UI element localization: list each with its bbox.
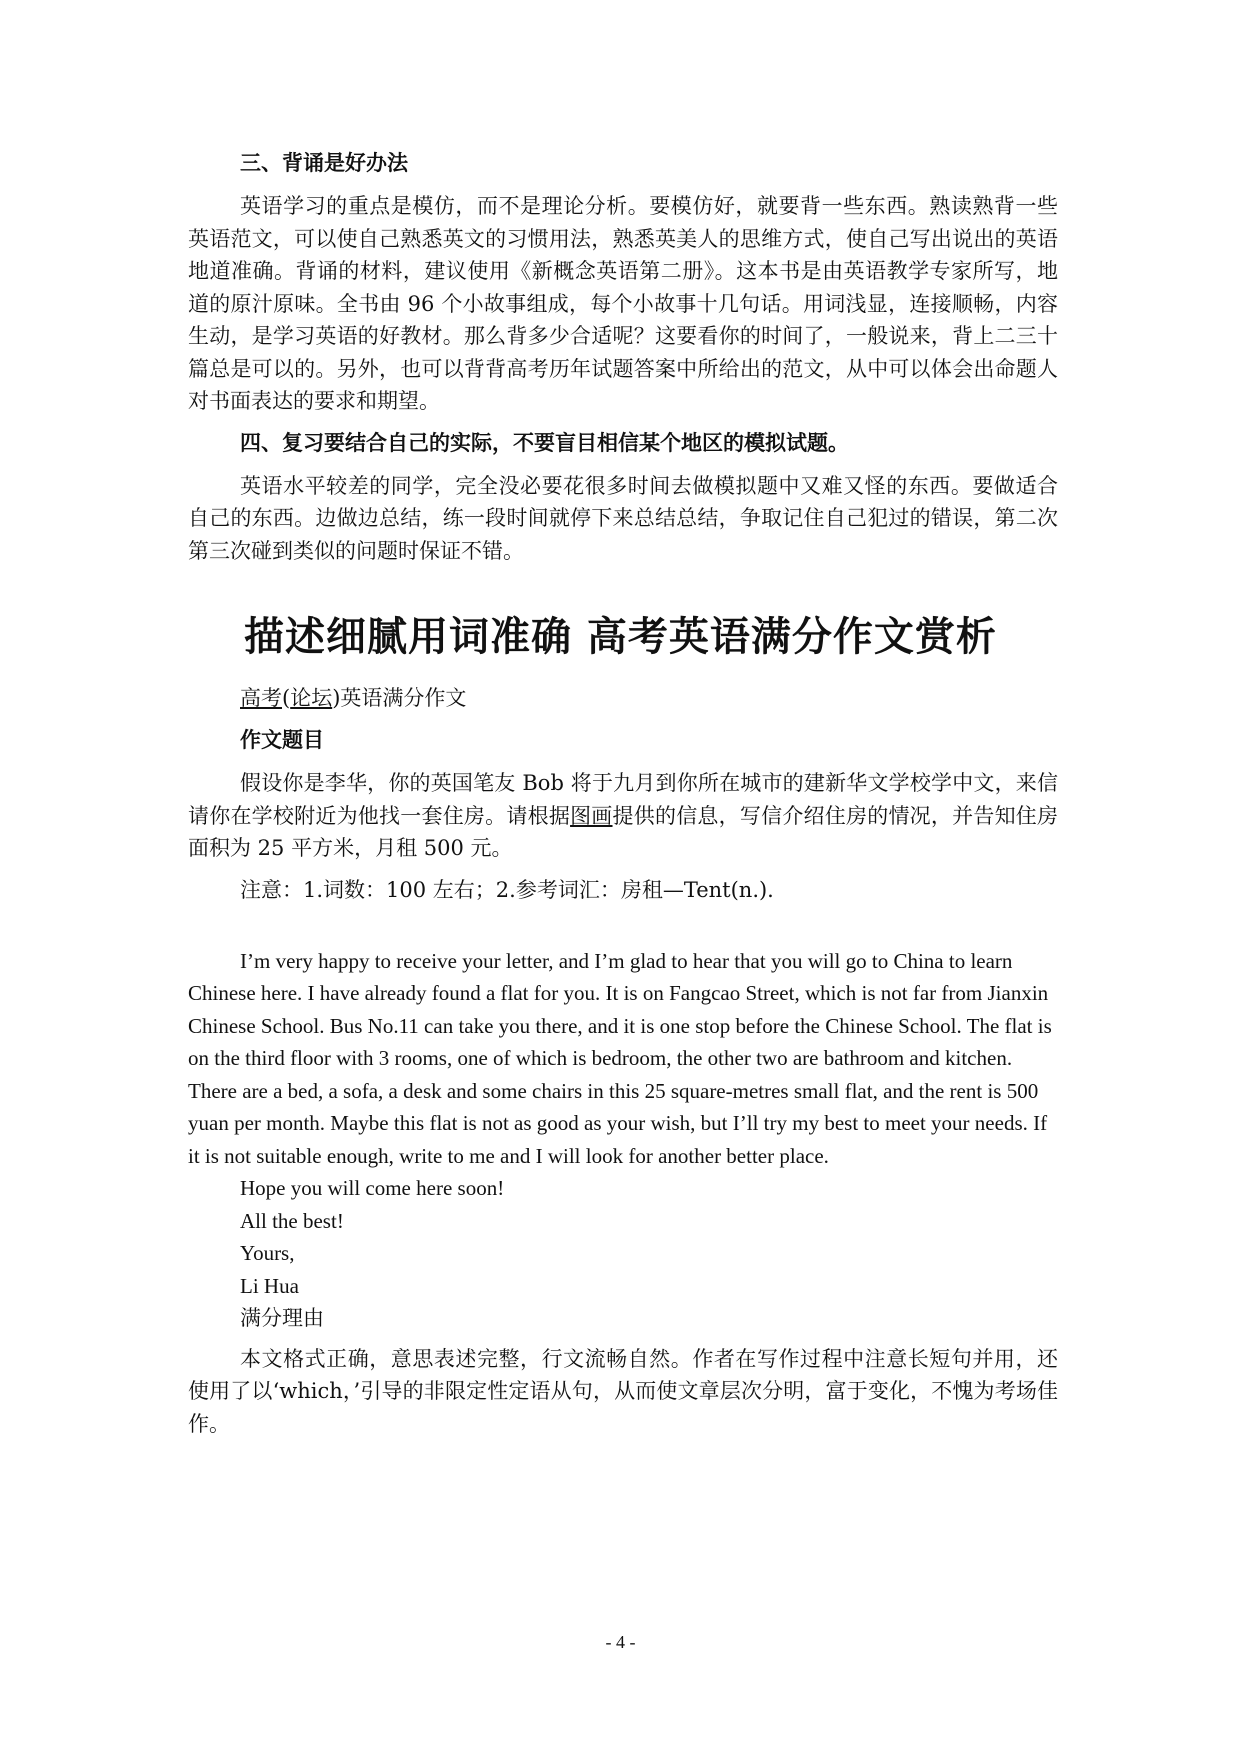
essay-body: I’m very happy to receive your letter, and I’m glad to hear that you will go to China to learn Chinese here. I have already found a flat for you. It is on Fangcao Street, which is not far from Jianxin Chinese School. Bus No.11 can take you there, and it is one stop before the Chinese School. The flat is on the third floor with 3 rooms, one of which is bedroom, the other two are bathroom and kitchen. There are a bed, a sofa, a desk and some chairs in this 25 square-metres small flat, and the rent is 500 yuan per month. Maybe this flat is not as good as your wish, but I’ll try my best to meet your needs. If it is not suitable enough, write to me and I will look for another better place.: [188, 948, 1052, 1168]
section-body-review: 英语水平较差的同学，完全没必要花很多时间去做模拟题中又难又怪的东西。要做适合自己的东西。边做边总结，练一段时间就停下来总结总结，争取记住自己犯过的错误，第二次第三次碰到类似的问题时保证不错。: [188, 473, 1058, 563]
section-body-recitation: 英语学习的重点是模仿，而不是理论分析。要模仿好，就要背一些东西。熟读熟背一些英语范文，可以使自己熟悉英文的习惯用法，熟悉英美人的思维方式，使自己写出说出的英语地道准确。背诵的材料，建议使用《新概念英语第二册》。这本书是由英语教学专家所写，地道的原汁原味。全书由 96 个小故事组成，每个小故事十几句话。用词浅显，连接顺畅，内容生动，是学习英语的好教材。那么背多少合适呢？这要看你的时间了，一般说来，背上二三十篇总是可以的。另外，也可以背背高考历年试题答案中所给出的范文，从中可以体会出命题人对书面表达的要求和期望。: [188, 194, 1058, 413]
article-title: 描述细腻用词准确 高考英语满分作文赏析: [244, 614, 997, 660]
document-page: [188, 148, 1058, 1450]
topic-heading: 作文题目: [240, 727, 324, 752]
page-number: - 4 -: [605, 1632, 636, 1652]
reason-heading: 满分理由: [240, 1306, 324, 1330]
source-link-forum[interactable]: 论坛: [290, 686, 333, 710]
prompt-link-picture[interactable]: 图画: [570, 803, 613, 828]
essay-closing-yours: Yours,: [240, 1241, 295, 1265]
prompt-after: 提供的信息，写信介绍住房的情况，并告知住房面积为 25 平方米，月租 500 元。: [188, 803, 1059, 860]
topic-prompt: [188, 767, 1058, 865]
section-heading-review: 四、复习要结合自己的实际，不要盲目相信某个地区的模拟试题。: [240, 429, 849, 455]
prompt-before: 假设你是李华，你的英国笔友 Bob 将于九月到你所在城市的建新华文学校学中文，来信请你在学校附近为他找一套住房。请根据: [188, 771, 1058, 828]
essay-closing-hope: Hope you will come here soon!: [240, 1176, 505, 1200]
source-link-gaokao[interactable]: 高考: [240, 686, 282, 710]
source-paren-open: (: [282, 686, 291, 710]
article-source: [188, 683, 1058, 713]
section-heading-recitation: 三、背诵是好办法: [240, 150, 408, 175]
source-tail: )英语满分作文: [332, 686, 467, 710]
reason-body: 本文格式正确，意思表述完整，行文流畅自然。作者在写作过程中注意长短句并用，还使用了以‘which，’引导的非限定性定语从句，从而使文章层次分明，富于变化，不愧为考场佳作。: [188, 1346, 1058, 1436]
essay-signature: Li Hua: [240, 1273, 299, 1298]
essay-closing-best: All the best!: [240, 1208, 344, 1233]
topic-note: 注意：1.词数：100 左右；2.参考词汇：房租—Tent(n.).: [240, 877, 774, 902]
